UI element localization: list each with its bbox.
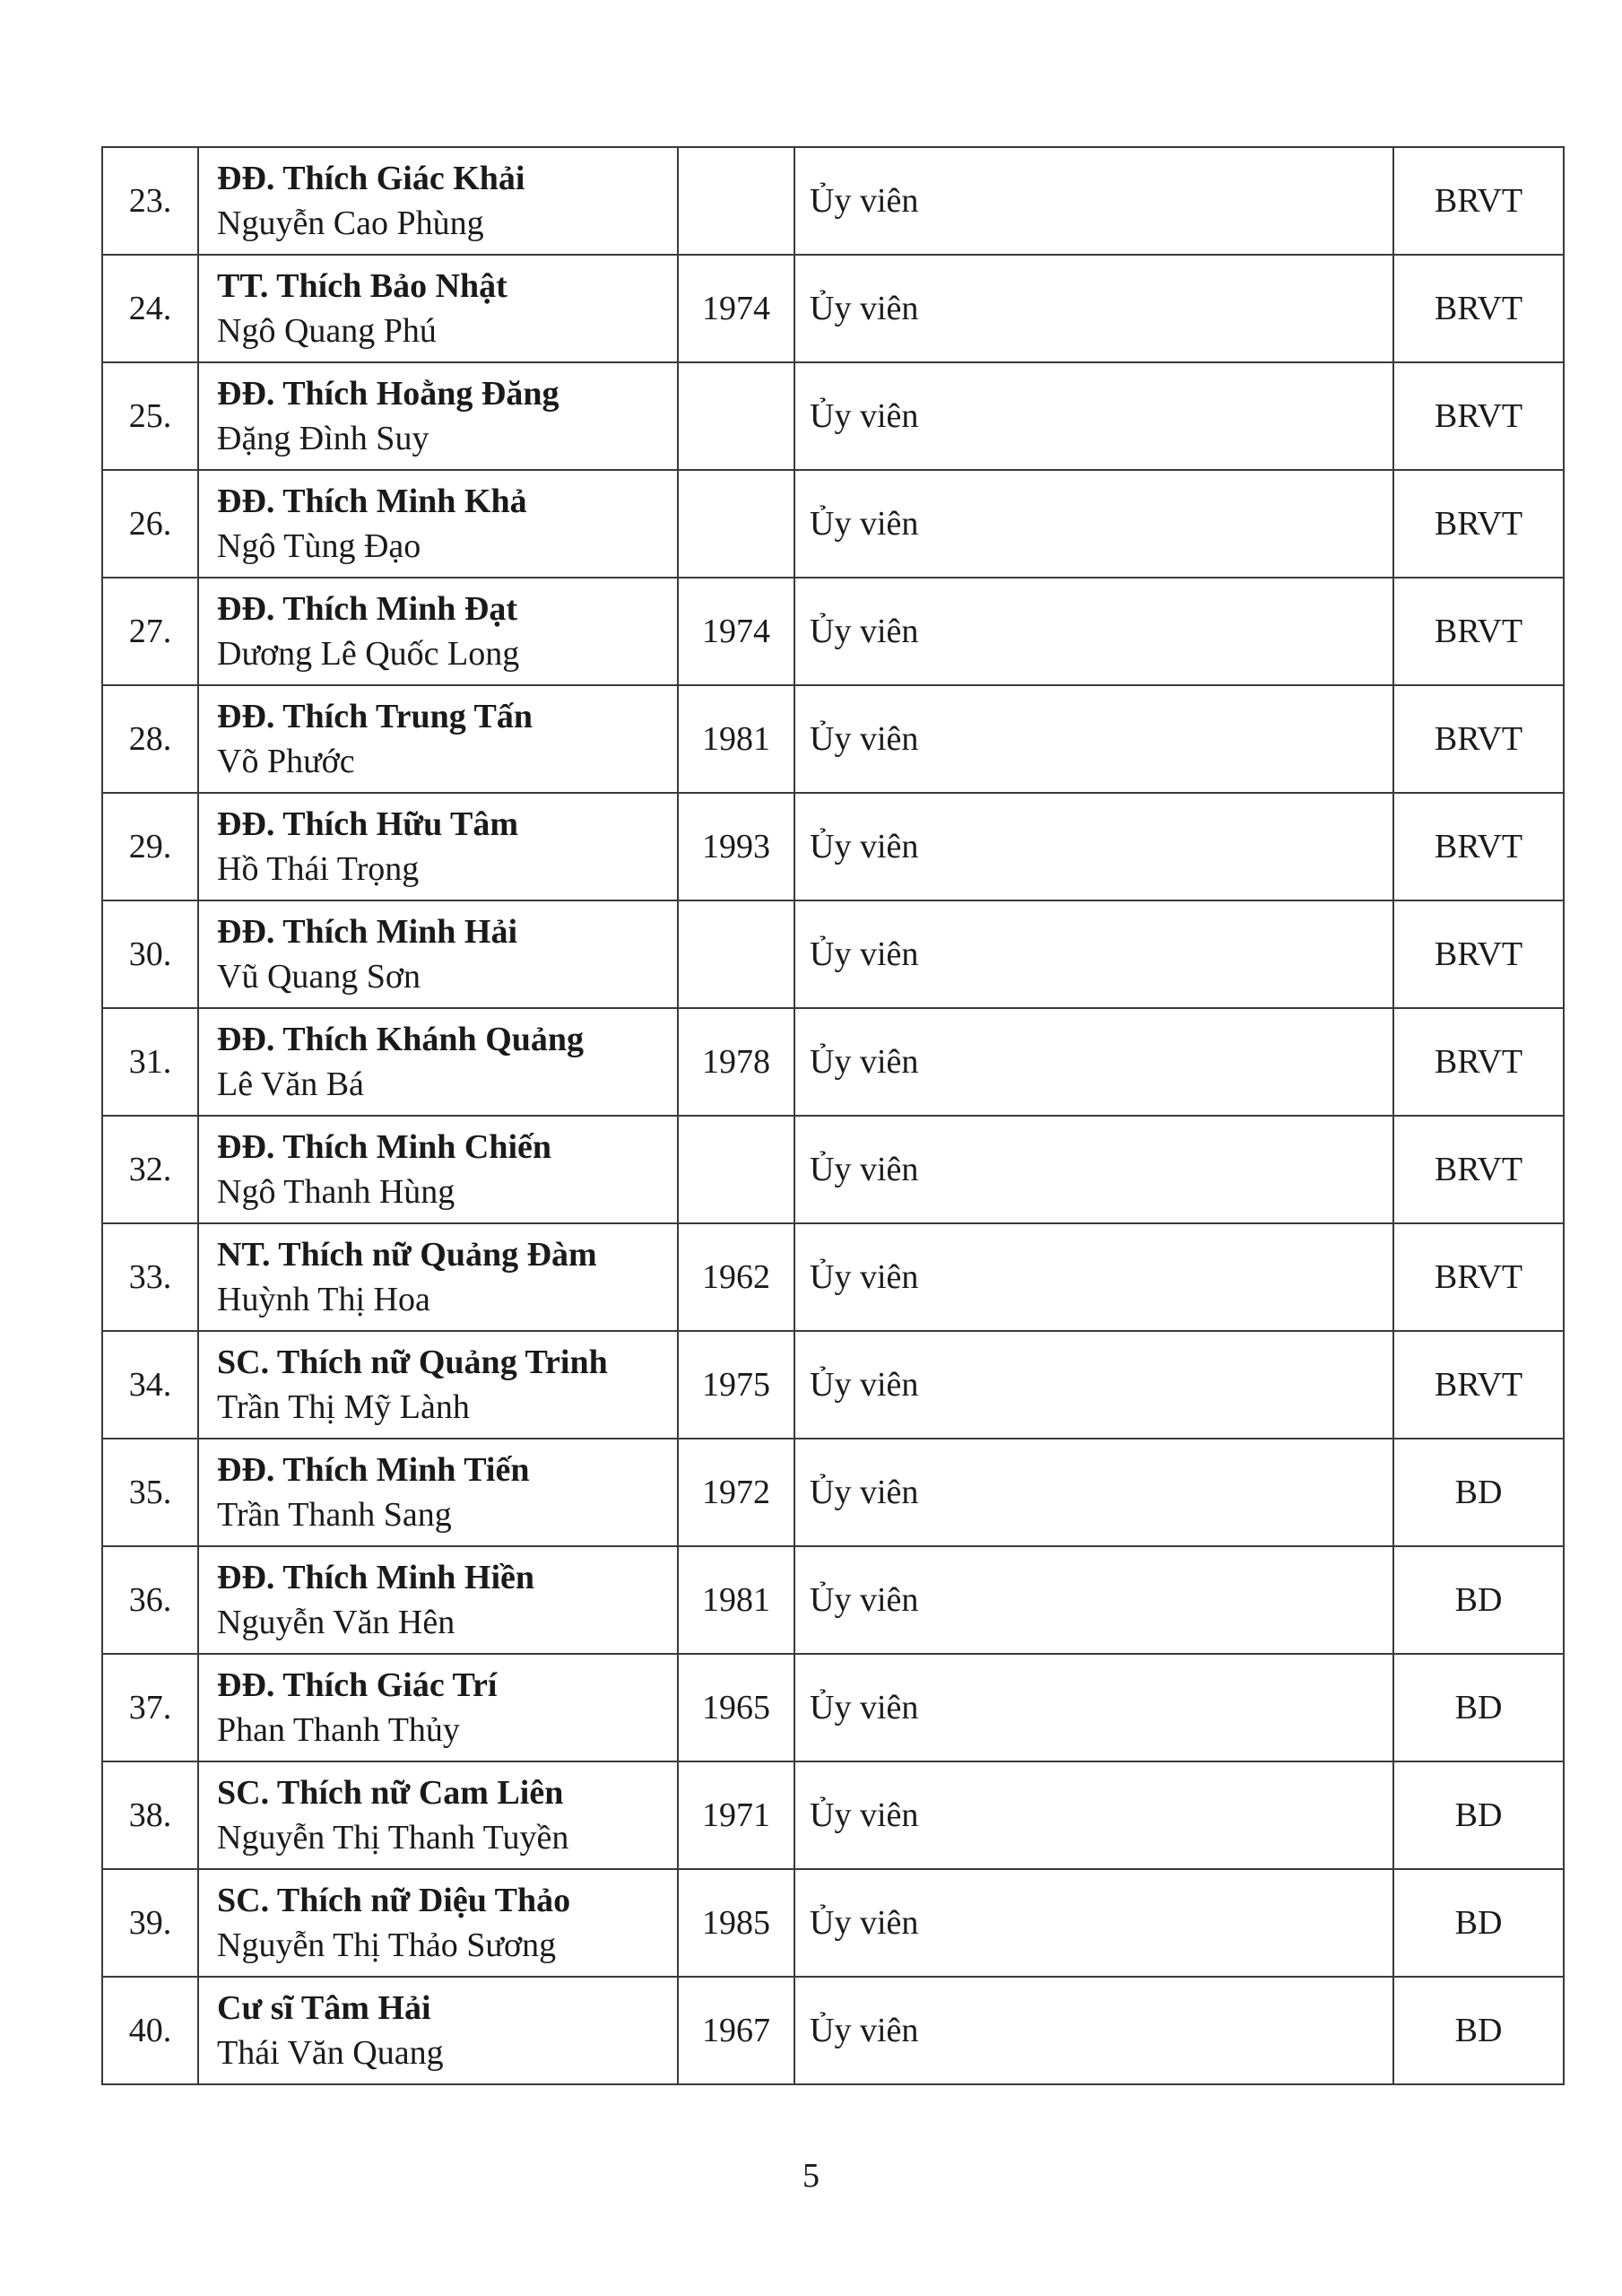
area: BRVT [1393, 1116, 1564, 1223]
name-cell [198, 147, 678, 255]
religious-name: SC. Thích nữ Quảng Trinh [217, 1344, 608, 1381]
religious-name: ĐĐ. Thích Khánh Quảng [217, 1021, 585, 1058]
religious-name: NT. Thích nữ Quảng Đàm [217, 1236, 597, 1274]
area: BRVT [1393, 685, 1564, 793]
row-number: 25. [102, 362, 198, 470]
table-row [102, 1546, 1564, 1654]
row-number: 39. [102, 1869, 198, 1977]
table-row [102, 147, 1564, 255]
role: Ủy viên [794, 147, 1393, 255]
lay-name: Huỳnh Thị Hoa [217, 1281, 430, 1318]
table-row [102, 1008, 1564, 1116]
birth-year: 1985 [678, 1869, 794, 1977]
role: Ủy viên [794, 255, 1393, 362]
role: Ủy viên [794, 362, 1393, 470]
birth-year: 1965 [678, 1654, 794, 1761]
table-row [102, 1977, 1564, 2084]
religious-name: SC. Thích nữ Cam Liên [217, 1774, 564, 1812]
name-cell [198, 1439, 678, 1546]
religious-name: ĐĐ. Thích Minh Tiến [217, 1451, 530, 1489]
name-cell [198, 1331, 678, 1439]
name-cell [198, 685, 678, 793]
row-number: 36. [102, 1546, 198, 1654]
name-cell [198, 1008, 678, 1116]
religious-name: ĐĐ. Thích Trung Tấn [217, 698, 533, 735]
table-row [102, 793, 1564, 900]
table-row [102, 1331, 1564, 1439]
area: BD [1393, 1869, 1564, 1977]
lay-name: Đặng Đình Suy [217, 420, 429, 457]
row-number: 28. [102, 685, 198, 793]
area: BRVT [1393, 147, 1564, 255]
lay-name: Ngô Quang Phú [217, 312, 437, 350]
area: BRVT [1393, 255, 1564, 362]
row-number: 32. [102, 1116, 198, 1223]
name-cell [198, 1223, 678, 1331]
religious-name: ĐĐ. Thích Minh Khả [217, 483, 527, 520]
row-number: 35. [102, 1439, 198, 1546]
area: BRVT [1393, 1331, 1564, 1439]
role: Ủy viên [794, 1116, 1393, 1223]
birth-year: 1974 [678, 578, 794, 685]
name-cell [198, 1546, 678, 1654]
page-number: 5 [802, 2157, 820, 2195]
area: BRVT [1393, 470, 1564, 578]
birth-year: 1967 [678, 1977, 794, 2084]
table-row [102, 255, 1564, 362]
name-cell [198, 793, 678, 900]
member-table [101, 146, 1565, 2085]
lay-name: Phan Thanh Thủy [217, 1711, 460, 1749]
table-row [102, 1223, 1564, 1331]
birth-year [678, 470, 794, 578]
table-row [102, 1439, 1564, 1546]
birth-year: 1962 [678, 1223, 794, 1331]
lay-name: Vũ Quang Sơn [217, 958, 421, 996]
table-row [102, 470, 1564, 578]
birth-year [678, 147, 794, 255]
lay-name: Nguyễn Cao Phùng [217, 204, 484, 242]
lay-name: Ngô Thanh Hùng [217, 1173, 455, 1211]
birth-year [678, 900, 794, 1008]
name-cell [198, 1116, 678, 1223]
role: Ủy viên [794, 1439, 1393, 1546]
religious-name: ĐĐ. Thích Hữu Tâm [217, 805, 519, 843]
row-number: 23. [102, 147, 198, 255]
role: Ủy viên [794, 1869, 1393, 1977]
area: BD [1393, 1761, 1564, 1869]
member-table-body [102, 147, 1564, 2084]
religious-name: ĐĐ. Thích Hoằng Đăng [217, 375, 559, 413]
lay-name: Trần Thanh Sang [217, 1496, 452, 1534]
role: Ủy viên [794, 1331, 1393, 1439]
lay-name: Nguyễn Thị Thanh Tuyền [217, 1819, 569, 1857]
area: BRVT [1393, 1223, 1564, 1331]
birth-year: 1981 [678, 685, 794, 793]
row-number: 40. [102, 1977, 198, 2084]
religious-name: ĐĐ. Thích Minh Hiền [217, 1559, 535, 1596]
area: BRVT [1393, 578, 1564, 685]
lay-name: Dương Lê Quốc Long [217, 635, 520, 673]
religious-name: TT. Thích Bảo Nhật [217, 267, 507, 305]
birth-year: 1972 [678, 1439, 794, 1546]
name-cell [198, 900, 678, 1008]
row-number: 30. [102, 900, 198, 1008]
role: Ủy viên [794, 578, 1393, 685]
area: BRVT [1393, 362, 1564, 470]
role: Ủy viên [794, 1654, 1393, 1761]
religious-name: ĐĐ. Thích Minh Đạt [217, 590, 518, 628]
table-row [102, 1116, 1564, 1223]
lay-name: Lê Văn Bá [217, 1065, 364, 1103]
table-row [102, 1869, 1564, 1977]
birth-year: 1971 [678, 1761, 794, 1869]
lay-name: Thái Văn Quang [217, 2034, 444, 2072]
name-cell [198, 578, 678, 685]
birth-year: 1978 [678, 1008, 794, 1116]
role: Ủy viên [794, 1008, 1393, 1116]
role: Ủy viên [794, 900, 1393, 1008]
role: Ủy viên [794, 793, 1393, 900]
lay-name: Trần Thị Mỹ Lành [217, 1388, 470, 1426]
area: BD [1393, 1439, 1564, 1546]
lay-name: Võ Phước [217, 743, 355, 780]
name-cell [198, 1869, 678, 1977]
religious-name: Cư sĩ Tâm Hải [217, 1989, 431, 2027]
row-number: 29. [102, 793, 198, 900]
religious-name: SC. Thích nữ Diệu Thảo [217, 1882, 571, 1919]
birth-year [678, 1116, 794, 1223]
role: Ủy viên [794, 1761, 1393, 1869]
row-number: 24. [102, 255, 198, 362]
table-row [102, 900, 1564, 1008]
religious-name: ĐĐ. Thích Giác Khải [217, 160, 525, 197]
row-number: 33. [102, 1223, 198, 1331]
row-number: 27. [102, 578, 198, 685]
table-row [102, 1761, 1564, 1869]
birth-year: 1981 [678, 1546, 794, 1654]
lay-name: Nguyễn Thị Thảo Sương [217, 1926, 557, 1964]
area: BRVT [1393, 900, 1564, 1008]
area: BD [1393, 1977, 1564, 2084]
birth-year: 1993 [678, 793, 794, 900]
table-row [102, 1654, 1564, 1761]
religious-name: ĐĐ. Thích Minh Chiến [217, 1128, 552, 1166]
row-number: 38. [102, 1761, 198, 1869]
row-number: 37. [102, 1654, 198, 1761]
name-cell [198, 470, 678, 578]
religious-name: ĐĐ. Thích Minh Hải [217, 913, 518, 951]
birth-year: 1974 [678, 255, 794, 362]
lay-name: Ngô Tùng Đạo [217, 527, 421, 565]
area: BD [1393, 1654, 1564, 1761]
table-row [102, 362, 1564, 470]
row-number: 26. [102, 470, 198, 578]
table-row [102, 578, 1564, 685]
name-cell [198, 1654, 678, 1761]
row-number: 31. [102, 1008, 198, 1116]
name-cell [198, 1761, 678, 1869]
row-number: 34. [102, 1331, 198, 1439]
name-cell [198, 255, 678, 362]
area: BRVT [1393, 1008, 1564, 1116]
birth-year [678, 362, 794, 470]
role: Ủy viên [794, 470, 1393, 578]
birth-year: 1975 [678, 1331, 794, 1439]
religious-name: ĐĐ. Thích Giác Trí [217, 1666, 498, 1704]
area: BD [1393, 1546, 1564, 1654]
lay-name: Hồ Thái Trọng [217, 850, 420, 888]
role: Ủy viên [794, 1223, 1393, 1331]
name-cell [198, 362, 678, 470]
lay-name: Nguyễn Văn Hên [217, 1604, 455, 1641]
role: Ủy viên [794, 1546, 1393, 1654]
area: BRVT [1393, 793, 1564, 900]
table-row [102, 685, 1564, 793]
name-cell [198, 1977, 678, 2084]
role: Ủy viên [794, 685, 1393, 793]
role: Ủy viên [794, 1977, 1393, 2084]
